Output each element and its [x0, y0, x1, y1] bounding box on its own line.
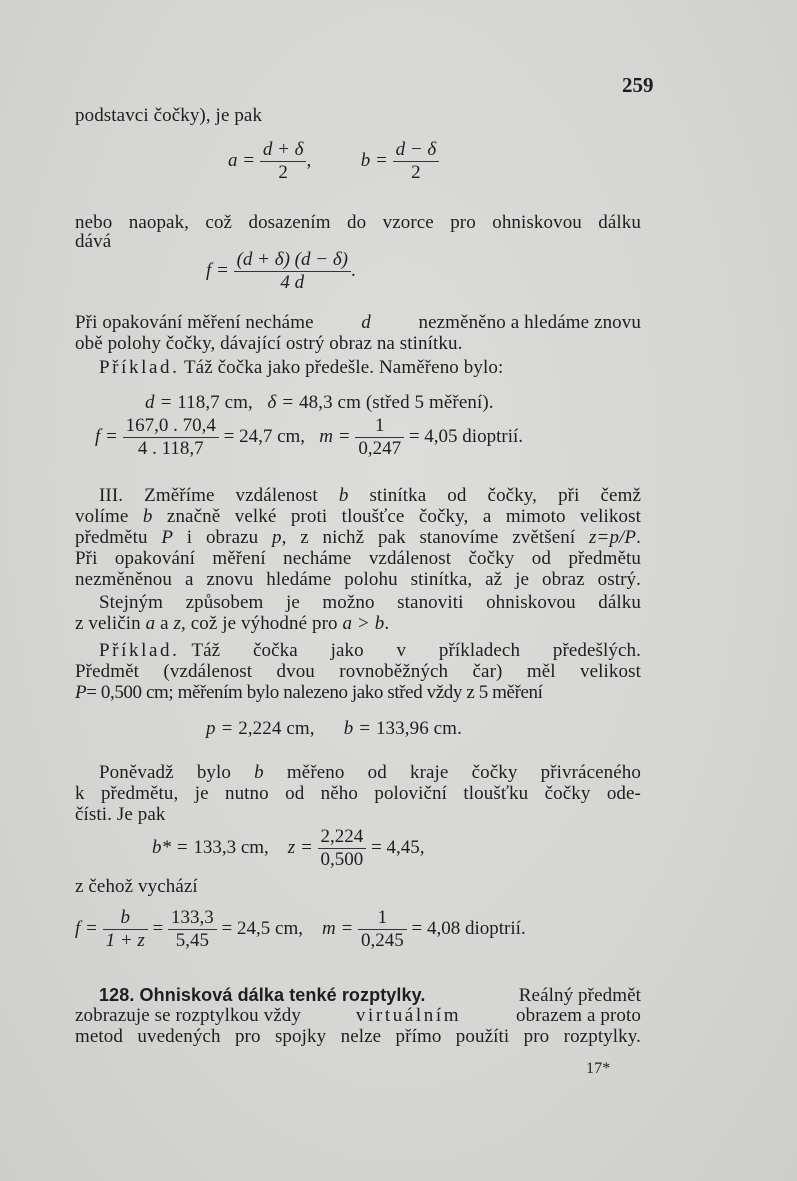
text-line: předmětu P i obrazu p, z nichž pak stanovíme zvětšení z=p/P. — [75, 527, 641, 548]
fraction: $\frac{b}{1 + z}$ — [103, 908, 148, 951]
text-line: k předmětu, je nutno od něho poloviční tloušťku čočky ode- — [75, 783, 641, 804]
text-line: z čehož vychází — [75, 876, 198, 897]
text-line: nebo naopak, což dosazením do vzorce pro ohniskovou dálku — [75, 212, 641, 233]
text-line: z veličin a a z, což je výhodné pro a > b. — [75, 613, 390, 634]
text-line: Poněvadž bylo b měřeno od kraje čočky přivráceného — [99, 762, 641, 783]
text-line: čísti. Je pak — [75, 804, 166, 825]
equation-focal-length: f = $\frac{(d + \delta) (d - \delta)}{4 d}$ . — [206, 249, 356, 293]
text-line: metod uvedených pro spojky nelze přímo použíti pro rozptylky. — [75, 1026, 641, 1047]
equation-b-star-z: b* = 133,3 cm, z = $\frac{2,224}{0,500}$ = 4,45, — [152, 826, 425, 870]
text-line: volíme b značně velké proti tloušťce čočky, a mimoto velikost — [75, 506, 641, 527]
text-line: III. Změříme vzdálenost b stinítka od čočky, při čemž — [99, 485, 641, 506]
page-number: 259 — [622, 73, 654, 97]
example-2-intro: Příklad. Táž čočka jako v příkladech předešlých. — [99, 640, 641, 661]
text-line: P= 0,500 cm; měřením bylo nalezeno jako střed vždy z 5 měření — [75, 682, 543, 703]
text-line: obě polohy čočky, dávající ostrý obraz na stinítku. — [75, 333, 463, 354]
text-line: Stejným způsobem je možno stanoviti ohniskovou dálku — [99, 592, 641, 613]
fraction: $\frac{d - \delta}{2}$ — [393, 140, 440, 183]
fraction: $\frac{1}{0,247}$ — [355, 416, 404, 459]
text-line: zobrazuje se rozptylkou vždy virtuálním obrazem a proto — [75, 1005, 641, 1026]
text-line: dává — [75, 231, 112, 252]
example-1-intro: Příklad. Táž čočka jako předešle. Naměřeno bylo: — [99, 357, 504, 378]
fraction: $\frac{2,224}{0,500}$ — [318, 827, 367, 870]
fraction: $\frac{(d + \delta) (d - \delta)}{4 d}$ — [234, 250, 351, 293]
example-2-measurements: p = 2,224 cm, b = 133,96 cm. — [206, 718, 462, 739]
eq-lhs: b = — [360, 149, 388, 171]
text-line: podstavci čočky), je pak — [75, 105, 263, 126]
fraction: $\frac{167,0 . 70,4}{4 . 118,7}$ — [123, 416, 219, 459]
signature-mark: 17* — [586, 1060, 611, 1077]
example-1-result: f = $\frac{167,0 . 70,4}{4 . 118,7}$ = 24,7 cm, m = $\frac{1}{0,247}$ = 4,05 dioptrií. — [95, 415, 524, 459]
eq-lhs: a = — [228, 149, 256, 171]
section-heading: 128. Ohnisková dálka tenké rozptylky. — [99, 985, 426, 1005]
fraction: $\frac{133,3}{5,45}$ — [168, 908, 217, 951]
section-128-heading-line: 128. Ohnisková dálka tenké rozptylky. Reálný předmět — [99, 985, 641, 1006]
equation-final: f = $\frac{b}{1 + z}$ = $\frac{133,3}{5,45}$ = 24,5 cm, m = $\frac{1}{0,245}$ = 4,08 dioptrií. — [75, 907, 526, 951]
text-line: Předmět (vzdálenost dvou rovnoběžných čar) měl velikost — [75, 661, 641, 682]
example-1-measurements: d = 118,7 cm, δ = 48,3 cm (střed 5 měření). — [145, 392, 494, 413]
text-line: Při opakování měření necháme d nezměněno a hledáme znovu — [75, 312, 641, 333]
text-line: nezměněnou a znovu hledáme polohu stinítka, až je obraz ostrý. — [75, 569, 641, 590]
fraction: $\frac{d + \delta}{2}$ — [260, 140, 307, 183]
text-line: Při opakování měření necháme vzdálenost čočky od předmětu — [75, 548, 641, 569]
equation-a-b: a = $\frac{d + \delta}{2}$ , b = $\frac{d - \delta}{2}$ — [228, 140, 439, 183]
fraction: $\frac{1}{0,245}$ — [358, 908, 407, 951]
